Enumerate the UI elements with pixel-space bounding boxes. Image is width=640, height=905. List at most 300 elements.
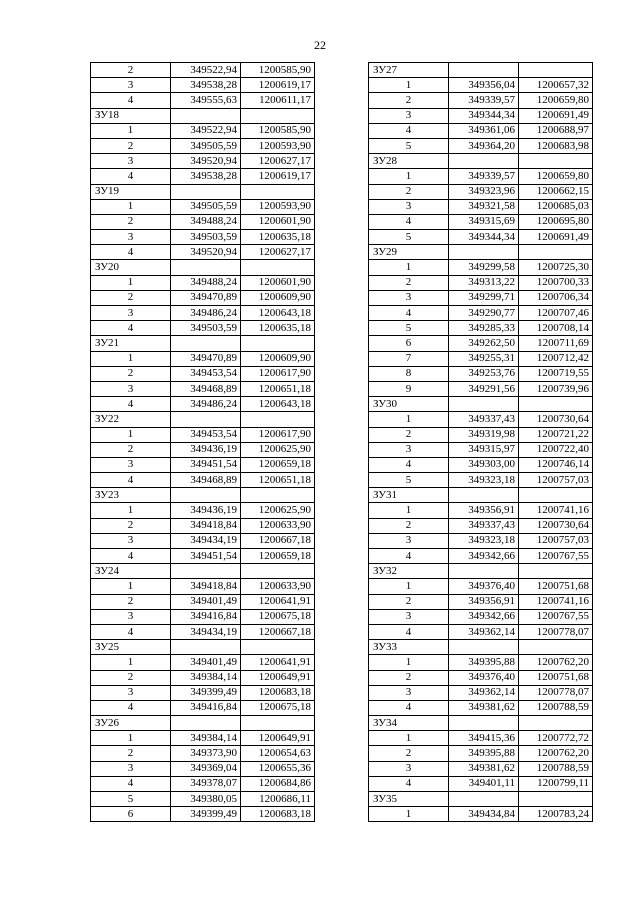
x-coordinate-cell: 349538,28	[171, 78, 241, 93]
table-row	[369, 624, 593, 639]
y-coordinate-cell: 1200651,18	[241, 381, 315, 396]
y-coordinate-cell: 1200683,98	[519, 138, 593, 153]
table-row	[369, 427, 593, 442]
point-number-cell: 1	[369, 260, 449, 275]
empty-cell	[519, 63, 593, 78]
y-coordinate-cell: 1200657,32	[519, 78, 593, 93]
x-coordinate-cell: 349505,59	[171, 138, 241, 153]
y-coordinate-cell: 1200788,59	[519, 700, 593, 715]
point-number-cell: 1	[91, 275, 171, 290]
y-coordinate-cell: 1200711,69	[519, 336, 593, 351]
y-coordinate-cell: 1200619,17	[241, 169, 315, 184]
point-number-cell: 8	[369, 366, 449, 381]
section-header-row	[91, 260, 315, 275]
y-coordinate-cell: 1200746,14	[519, 457, 593, 472]
y-coordinate-cell: 1200684,86	[241, 776, 315, 791]
point-number-cell: 1	[91, 731, 171, 746]
section-header-row	[369, 63, 593, 78]
y-coordinate-cell: 1200662,15	[519, 184, 593, 199]
point-number-cell: 2	[369, 184, 449, 199]
point-number-cell: 4	[369, 624, 449, 639]
point-number-cell: 3	[91, 609, 171, 624]
x-coordinate-cell: 349378,07	[171, 776, 241, 791]
point-number-cell: 2	[91, 518, 171, 533]
point-number-cell: 3	[91, 761, 171, 776]
parcel-label: ЗУ18	[91, 108, 171, 123]
point-number-cell: 3	[369, 685, 449, 700]
point-number-cell: 2	[369, 594, 449, 609]
empty-cell	[449, 640, 519, 655]
coordinates-table-right-body	[369, 63, 593, 822]
table-row	[91, 457, 315, 472]
table-row	[369, 594, 593, 609]
parcel-label: ЗУ19	[91, 184, 171, 199]
x-coordinate-cell: 349555,63	[171, 93, 241, 108]
point-number-cell: 2	[369, 746, 449, 761]
y-coordinate-cell: 1200617,90	[241, 366, 315, 381]
parcel-label: ЗУ33	[369, 640, 449, 655]
table-row	[91, 275, 315, 290]
y-coordinate-cell: 1200685,03	[519, 199, 593, 214]
x-coordinate-cell: 349381,62	[449, 761, 519, 776]
y-coordinate-cell: 1200788,59	[519, 761, 593, 776]
table-row	[91, 245, 315, 260]
x-coordinate-cell: 349453,54	[171, 366, 241, 381]
empty-cell	[449, 488, 519, 503]
parcel-label: ЗУ31	[369, 488, 449, 503]
y-coordinate-cell: 1200651,18	[241, 473, 315, 488]
y-coordinate-cell: 1200617,90	[241, 427, 315, 442]
table-row	[91, 123, 315, 138]
x-coordinate-cell: 349486,24	[171, 397, 241, 412]
table-row	[91, 549, 315, 564]
point-number-cell: 3	[369, 199, 449, 214]
point-number-cell: 4	[369, 214, 449, 229]
point-number-cell: 7	[369, 351, 449, 366]
table-row	[369, 381, 593, 396]
y-coordinate-cell: 1200691,49	[519, 230, 593, 245]
section-header-row	[369, 245, 593, 260]
point-number-cell: 1	[369, 731, 449, 746]
y-coordinate-cell: 1200601,90	[241, 275, 315, 290]
y-coordinate-cell: 1200667,18	[241, 624, 315, 639]
y-coordinate-cell: 1200686,11	[241, 792, 315, 807]
x-coordinate-cell: 349319,98	[449, 427, 519, 442]
y-coordinate-cell: 1200675,18	[241, 609, 315, 624]
x-coordinate-cell: 349356,91	[449, 594, 519, 609]
point-number-cell: 4	[91, 93, 171, 108]
y-coordinate-cell: 1200609,90	[241, 290, 315, 305]
table-row	[369, 290, 593, 305]
section-header-row	[91, 640, 315, 655]
table-row	[91, 792, 315, 807]
table-row	[369, 518, 593, 533]
table-row	[369, 609, 593, 624]
x-coordinate-cell: 349376,40	[449, 670, 519, 685]
x-coordinate-cell: 349470,89	[171, 290, 241, 305]
x-coordinate-cell: 349384,14	[171, 670, 241, 685]
point-number-cell: 5	[369, 138, 449, 153]
y-coordinate-cell: 1200649,91	[241, 731, 315, 746]
x-coordinate-cell: 349313,22	[449, 275, 519, 290]
x-coordinate-cell: 349401,49	[171, 594, 241, 609]
table-row	[369, 321, 593, 336]
x-coordinate-cell: 349503,59	[171, 321, 241, 336]
table-row	[91, 533, 315, 548]
point-number-cell: 4	[369, 123, 449, 138]
table-row	[369, 670, 593, 685]
x-coordinate-cell: 349321,58	[449, 199, 519, 214]
point-number-cell: 4	[91, 776, 171, 791]
coordinates-table-left	[90, 62, 315, 822]
x-coordinate-cell: 349415,36	[449, 731, 519, 746]
empty-cell	[171, 336, 241, 351]
point-number-cell: 3	[91, 230, 171, 245]
empty-cell	[449, 564, 519, 579]
table-row	[91, 746, 315, 761]
y-coordinate-cell: 1200635,18	[241, 321, 315, 336]
y-coordinate-cell: 1200625,90	[241, 442, 315, 457]
y-coordinate-cell: 1200601,90	[241, 214, 315, 229]
table-row	[91, 594, 315, 609]
x-coordinate-cell: 349362,14	[449, 624, 519, 639]
table-row	[91, 685, 315, 700]
y-coordinate-cell: 1200772,72	[519, 731, 593, 746]
x-coordinate-cell: 349395,88	[449, 746, 519, 761]
table-row	[369, 93, 593, 108]
parcel-label: ЗУ21	[91, 336, 171, 351]
table-row	[91, 579, 315, 594]
section-header-row	[369, 397, 593, 412]
empty-cell	[519, 792, 593, 807]
empty-cell	[171, 412, 241, 427]
table-row	[369, 366, 593, 381]
y-coordinate-cell: 1200762,20	[519, 655, 593, 670]
x-coordinate-cell: 349376,40	[449, 579, 519, 594]
parcel-label: ЗУ30	[369, 397, 449, 412]
point-number-cell: 4	[91, 549, 171, 564]
section-header-row	[369, 154, 593, 169]
x-coordinate-cell: 349434,19	[171, 624, 241, 639]
section-header-row	[369, 488, 593, 503]
point-number-cell: 1	[91, 655, 171, 670]
y-coordinate-cell: 1200585,90	[241, 63, 315, 78]
point-number-cell: 1	[369, 78, 449, 93]
y-coordinate-cell: 1200751,68	[519, 579, 593, 594]
y-coordinate-cell: 1200593,90	[241, 199, 315, 214]
table-row	[91, 351, 315, 366]
point-number-cell: 1	[369, 807, 449, 822]
empty-cell	[171, 716, 241, 731]
x-coordinate-cell: 349451,54	[171, 457, 241, 472]
point-number-cell: 4	[369, 700, 449, 715]
x-coordinate-cell: 349416,84	[171, 609, 241, 624]
x-coordinate-cell: 349369,04	[171, 761, 241, 776]
y-coordinate-cell: 1200767,55	[519, 549, 593, 564]
y-coordinate-cell: 1200688,97	[519, 123, 593, 138]
section-header-row	[91, 488, 315, 503]
table-row	[369, 412, 593, 427]
table-row	[91, 473, 315, 488]
table-row	[369, 260, 593, 275]
y-coordinate-cell: 1200627,17	[241, 154, 315, 169]
table-row	[369, 123, 593, 138]
x-coordinate-cell: 349323,96	[449, 184, 519, 199]
y-coordinate-cell: 1200659,80	[519, 93, 593, 108]
empty-cell	[241, 108, 315, 123]
y-coordinate-cell: 1200643,18	[241, 306, 315, 321]
point-number-cell: 4	[91, 624, 171, 639]
y-coordinate-cell: 1200691,49	[519, 108, 593, 123]
table-row	[369, 230, 593, 245]
x-coordinate-cell: 349337,43	[449, 518, 519, 533]
x-coordinate-cell: 349262,50	[449, 336, 519, 351]
y-coordinate-cell: 1200719,55	[519, 366, 593, 381]
x-coordinate-cell: 349505,59	[171, 199, 241, 214]
table-row	[91, 427, 315, 442]
y-coordinate-cell: 1200721,22	[519, 427, 593, 442]
table-row	[91, 63, 315, 78]
empty-cell	[519, 564, 593, 579]
x-coordinate-cell: 349356,91	[449, 503, 519, 518]
x-coordinate-cell: 349253,76	[449, 366, 519, 381]
x-coordinate-cell: 349361,06	[449, 123, 519, 138]
empty-cell	[241, 260, 315, 275]
x-coordinate-cell: 349468,89	[171, 473, 241, 488]
section-header-row	[369, 792, 593, 807]
y-coordinate-cell: 1200593,90	[241, 138, 315, 153]
y-coordinate-cell: 1200799,11	[519, 776, 593, 791]
x-coordinate-cell: 349395,88	[449, 655, 519, 670]
y-coordinate-cell: 1200706,34	[519, 290, 593, 305]
y-coordinate-cell: 1200767,55	[519, 609, 593, 624]
y-coordinate-cell: 1200725,30	[519, 260, 593, 275]
x-coordinate-cell: 349299,71	[449, 290, 519, 305]
y-coordinate-cell: 1200751,68	[519, 670, 593, 685]
y-coordinate-cell: 1200659,18	[241, 549, 315, 564]
y-coordinate-cell: 1200741,16	[519, 594, 593, 609]
empty-cell	[519, 640, 593, 655]
x-coordinate-cell: 349399,49	[171, 807, 241, 822]
point-number-cell: 5	[91, 792, 171, 807]
x-coordinate-cell: 349488,24	[171, 275, 241, 290]
empty-cell	[449, 397, 519, 412]
y-coordinate-cell: 1200778,07	[519, 685, 593, 700]
x-coordinate-cell: 349470,89	[171, 351, 241, 366]
empty-cell	[519, 488, 593, 503]
point-number-cell: 1	[91, 579, 171, 594]
table-row	[91, 670, 315, 685]
table-row	[91, 154, 315, 169]
x-coordinate-cell: 349451,54	[171, 549, 241, 564]
y-coordinate-cell: 1200708,14	[519, 321, 593, 336]
point-number-cell: 3	[91, 78, 171, 93]
table-row	[369, 214, 593, 229]
x-coordinate-cell: 349342,66	[449, 549, 519, 564]
table-row	[369, 108, 593, 123]
page-number: 22	[314, 38, 326, 52]
point-number-cell: 1	[369, 579, 449, 594]
y-coordinate-cell: 1200707,46	[519, 306, 593, 321]
x-coordinate-cell: 349503,59	[171, 230, 241, 245]
y-coordinate-cell: 1200739,96	[519, 381, 593, 396]
empty-cell	[241, 488, 315, 503]
point-number-cell: 1	[91, 503, 171, 518]
table-row	[91, 306, 315, 321]
section-header-row	[91, 336, 315, 351]
table-row	[369, 579, 593, 594]
empty-cell	[519, 397, 593, 412]
table-row	[91, 381, 315, 396]
empty-cell	[449, 154, 519, 169]
table-row	[91, 78, 315, 93]
point-number-cell: 1	[369, 412, 449, 427]
y-coordinate-cell: 1200667,18	[241, 533, 315, 548]
empty-cell	[241, 412, 315, 427]
empty-cell	[449, 716, 519, 731]
table-row	[91, 776, 315, 791]
y-coordinate-cell: 1200683,18	[241, 685, 315, 700]
empty-cell	[171, 488, 241, 503]
x-coordinate-cell: 349520,94	[171, 154, 241, 169]
parcel-label: ЗУ23	[91, 488, 171, 503]
point-number-cell: 1	[369, 169, 449, 184]
y-coordinate-cell: 1200783,24	[519, 807, 593, 822]
x-coordinate-cell: 349488,24	[171, 214, 241, 229]
point-number-cell: 2	[91, 670, 171, 685]
point-number-cell: 1	[369, 503, 449, 518]
point-number-cell: 2	[91, 442, 171, 457]
table-row	[91, 321, 315, 336]
table-row	[91, 518, 315, 533]
x-coordinate-cell: 349520,94	[171, 245, 241, 260]
table-row	[91, 609, 315, 624]
point-number-cell: 4	[369, 776, 449, 791]
x-coordinate-cell: 349522,94	[171, 123, 241, 138]
x-coordinate-cell: 349384,14	[171, 731, 241, 746]
point-number-cell: 3	[91, 457, 171, 472]
table-row	[369, 184, 593, 199]
y-coordinate-cell: 1200625,90	[241, 503, 315, 518]
point-number-cell: 3	[91, 685, 171, 700]
empty-cell	[241, 564, 315, 579]
y-coordinate-cell: 1200757,03	[519, 533, 593, 548]
point-number-cell: 2	[91, 366, 171, 381]
table-row	[369, 761, 593, 776]
point-number-cell: 6	[369, 336, 449, 351]
x-coordinate-cell: 349380,05	[171, 792, 241, 807]
section-header-row	[369, 640, 593, 655]
table-row	[91, 731, 315, 746]
table-row	[369, 503, 593, 518]
table-row	[91, 700, 315, 715]
table-row	[91, 624, 315, 639]
y-coordinate-cell: 1200641,91	[241, 594, 315, 609]
x-coordinate-cell: 349323,18	[449, 533, 519, 548]
table-row	[91, 230, 315, 245]
y-coordinate-cell: 1200730,64	[519, 518, 593, 533]
point-number-cell: 1	[369, 655, 449, 670]
parcel-label: ЗУ20	[91, 260, 171, 275]
x-coordinate-cell: 349337,43	[449, 412, 519, 427]
parcel-label: ЗУ28	[369, 154, 449, 169]
empty-cell	[171, 260, 241, 275]
x-coordinate-cell: 349364,20	[449, 138, 519, 153]
table-row	[369, 776, 593, 791]
x-coordinate-cell: 349381,62	[449, 700, 519, 715]
x-coordinate-cell: 349434,19	[171, 533, 241, 548]
y-coordinate-cell: 1200654,63	[241, 746, 315, 761]
x-coordinate-cell: 349418,84	[171, 579, 241, 594]
x-coordinate-cell: 349356,04	[449, 78, 519, 93]
point-number-cell: 3	[91, 533, 171, 548]
table-row	[91, 761, 315, 776]
point-number-cell: 2	[91, 214, 171, 229]
y-coordinate-cell: 1200778,07	[519, 624, 593, 639]
y-coordinate-cell: 1200659,80	[519, 169, 593, 184]
parcel-label: ЗУ32	[369, 564, 449, 579]
x-coordinate-cell: 349255,31	[449, 351, 519, 366]
point-number-cell: 2	[369, 427, 449, 442]
y-coordinate-cell: 1200695,80	[519, 214, 593, 229]
point-number-cell: 6	[91, 807, 171, 822]
point-number-cell: 3	[369, 442, 449, 457]
y-coordinate-cell: 1200712,42	[519, 351, 593, 366]
empty-cell	[449, 63, 519, 78]
empty-cell	[241, 336, 315, 351]
section-header-row	[369, 564, 593, 579]
y-coordinate-cell: 1200643,18	[241, 397, 315, 412]
point-number-cell: 4	[91, 245, 171, 260]
point-number-cell: 3	[369, 290, 449, 305]
x-coordinate-cell: 349401,49	[171, 655, 241, 670]
empty-cell	[171, 640, 241, 655]
parcel-label: ЗУ24	[91, 564, 171, 579]
parcel-label: ЗУ34	[369, 716, 449, 731]
x-coordinate-cell: 349399,49	[171, 685, 241, 700]
table-row	[369, 275, 593, 290]
table-row	[91, 503, 315, 518]
y-coordinate-cell: 1200700,33	[519, 275, 593, 290]
y-coordinate-cell: 1200585,90	[241, 123, 315, 138]
y-coordinate-cell: 1200641,91	[241, 655, 315, 670]
point-number-cell: 4	[91, 321, 171, 336]
point-number-cell: 3	[369, 533, 449, 548]
table-row	[91, 199, 315, 214]
point-number-cell: 2	[369, 275, 449, 290]
table-row	[369, 685, 593, 700]
parcel-label: ЗУ27	[369, 63, 449, 78]
table-row	[369, 199, 593, 214]
table-row	[369, 655, 593, 670]
table-row	[369, 306, 593, 321]
table-row	[369, 78, 593, 93]
table-row	[91, 169, 315, 184]
x-coordinate-cell: 349522,94	[171, 63, 241, 78]
point-number-cell: 4	[91, 397, 171, 412]
table-row	[369, 138, 593, 153]
x-coordinate-cell: 349434,84	[449, 807, 519, 822]
empty-cell	[241, 640, 315, 655]
parcel-label: ЗУ25	[91, 640, 171, 655]
table-row	[91, 442, 315, 457]
table-row	[91, 290, 315, 305]
x-coordinate-cell: 349342,66	[449, 609, 519, 624]
y-coordinate-cell: 1200633,90	[241, 518, 315, 533]
empty-cell	[171, 564, 241, 579]
x-coordinate-cell: 349538,28	[171, 169, 241, 184]
y-coordinate-cell: 1200633,90	[241, 579, 315, 594]
